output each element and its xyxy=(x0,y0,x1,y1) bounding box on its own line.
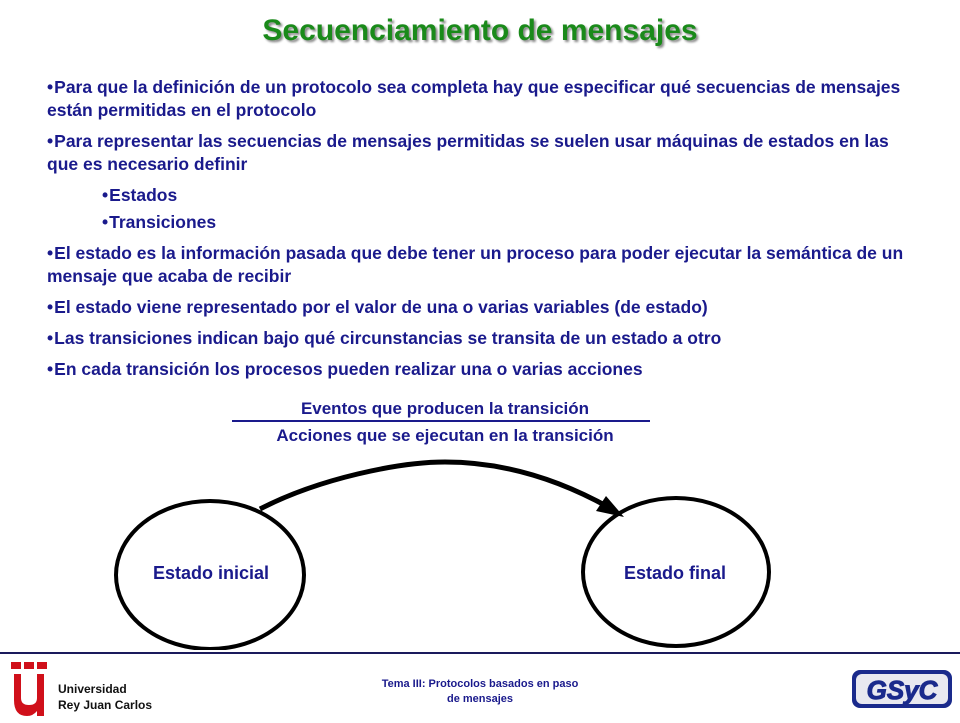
transition-events-label: Eventos que producen la transición xyxy=(300,399,590,418)
gsyc-logo xyxy=(850,664,955,714)
footer-caption xyxy=(330,677,630,707)
university-name-line2: Rey Juan Carlos xyxy=(58,698,153,712)
urjc-logo xyxy=(8,658,188,718)
footer-line2: de mensajes xyxy=(446,693,514,705)
bullet-text: Transiciones xyxy=(109,212,217,232)
sub-bullet-item xyxy=(47,184,917,207)
bullet-marker: • xyxy=(47,359,54,379)
sub-bullet-item xyxy=(47,211,917,234)
footer-line1: Tema III: Protocolos basados en paso xyxy=(381,678,579,690)
bullet-text: Para representar las secuencias de mensajes permitidas se suelen usar máquinas de estados en las que es necesario definir xyxy=(47,131,889,174)
bullet-text: Estados xyxy=(109,185,178,205)
arrow-head-icon xyxy=(596,496,624,517)
transition-actions-label: Acciones que se ejecutan en la transición xyxy=(276,426,614,445)
state-diagram xyxy=(0,440,960,650)
bullet-item xyxy=(47,358,917,381)
bullet-marker: • xyxy=(47,243,54,263)
final-state-label: Estado final xyxy=(623,563,726,583)
bullet-marker: • xyxy=(47,77,54,97)
bullet-text: En cada transición los procesos pueden realizar una o varias acciones xyxy=(54,359,643,379)
initial-state-label: Estado inicial xyxy=(152,563,270,583)
bullet-marker: • xyxy=(102,212,109,232)
bullet-item xyxy=(47,130,917,176)
bullet-marker: • xyxy=(47,328,54,348)
footer-divider xyxy=(0,652,960,654)
bullet-item xyxy=(47,242,917,288)
bullet-text: El estado es la información pasada que debe tener un proceso para poder ejecutar la semántica de un mensaje que acaba de recibir xyxy=(47,243,904,286)
transition-arrow xyxy=(260,462,610,509)
bullet-text: Las transiciones indican bajo qué circunstancias se transita de un estado a otro xyxy=(54,328,722,348)
university-name-line1: Universidad xyxy=(58,682,127,696)
bullet-item xyxy=(47,296,917,319)
bullet-item xyxy=(47,76,917,122)
bullet-text: Para que la definición de un protocolo sea completa hay que especificar qué secuencias de mensajes están permitidas en el protocolo xyxy=(47,77,901,120)
gsyc-logo-text: GSyC xyxy=(866,675,938,705)
bullet-text: El estado viene representado por el valor de una o varias variables (de estado) xyxy=(54,297,708,317)
bullet-item xyxy=(47,327,917,350)
bullet-marker: • xyxy=(47,131,54,151)
bullet-marker: • xyxy=(47,297,54,317)
transition-fraction-line xyxy=(232,420,650,422)
slide-title: Secuenciamiento de mensajes xyxy=(262,14,698,47)
bullet-list xyxy=(47,76,917,389)
urjc-emblem-icon xyxy=(8,658,50,718)
bullet-marker: • xyxy=(102,185,109,205)
